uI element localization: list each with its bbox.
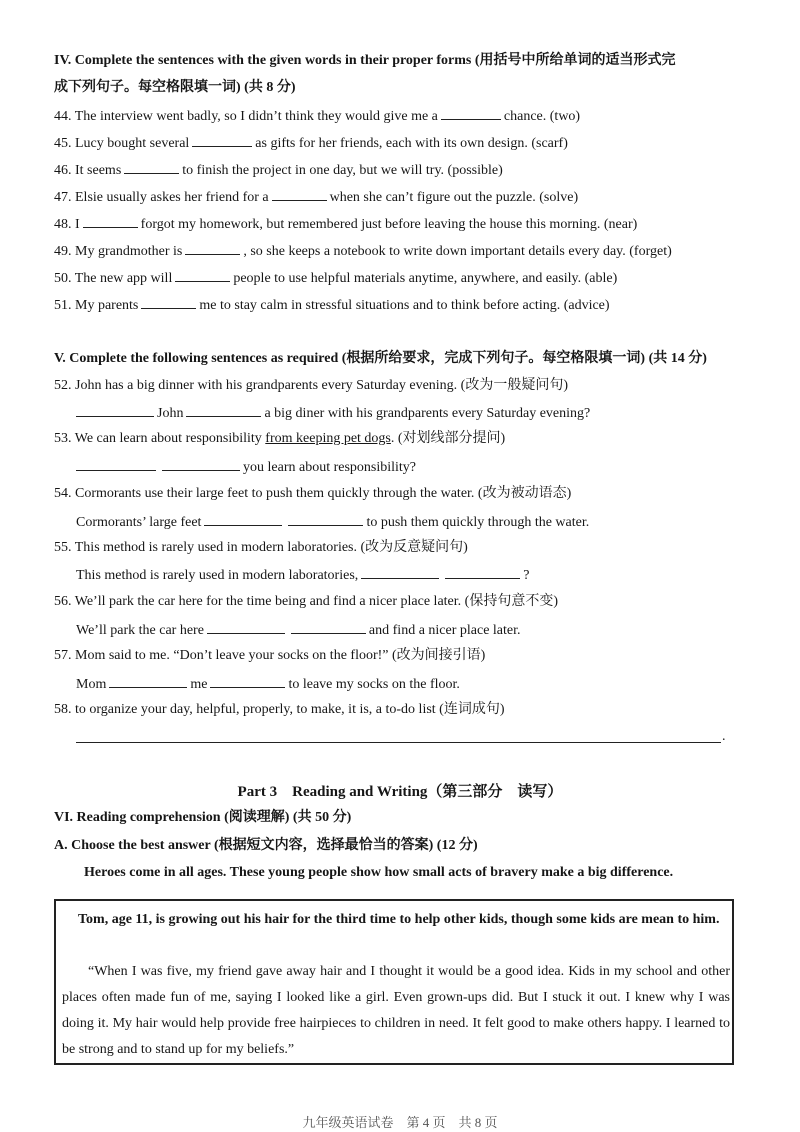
question-57: 57. Mom said to me. “Don’t leave your socks on the floor!” (改为间接引语) (54, 648, 486, 663)
answer-blank[interactable] (445, 565, 520, 579)
question-47 (54, 187, 578, 207)
question-55-answer (76, 565, 529, 585)
q47-text-a: 47. Elsie usually askes her friend for a (54, 190, 269, 205)
answer-blank[interactable] (109, 674, 187, 688)
q58-period: . (722, 729, 726, 744)
question-54-answer (76, 512, 589, 532)
answer-blank[interactable] (204, 512, 282, 526)
question-55: 55. This method is rarely used in modern laboratories. (改为反意疑问句) (54, 540, 468, 555)
q55-answer-text-b: ? (523, 568, 530, 583)
q49-text-b: , so she keeps a notebook to write down important details every day. (forget) (243, 244, 672, 259)
q53-underlined-part: from keeping pet dogs (265, 431, 391, 446)
question-52-answer (76, 403, 590, 423)
passage-box-title: Tom, age 11, is growing out his hair for the third time to help other kids, though some kids are mean to him. (78, 912, 720, 927)
question-54: 54. Cormorants use their large feet to push them quickly through the water. (改为被动语态) (54, 486, 572, 501)
q44-text-a: 44. The interview went badly, so I didn’t think they would give me a (54, 109, 438, 124)
answer-blank[interactable] (288, 512, 363, 526)
passage-box-body: “When I was five, my friend gave away hair and I thought it would be a good idea. Kids in my school and other places often made fun of me, saying I looked like a girl. Even grown-ups did. But I stuck it out. I knew why I was doing it. My hair would help provide free hairpieces to children in need. It felt good to make others happy. I learned to be strong and to stand up for my beliefs.” (62, 964, 730, 1057)
question-44 (54, 106, 580, 126)
q48-text-a: 48. I (54, 217, 80, 232)
q53-text-b: . (对划线部分提问) (390, 431, 506, 446)
answer-blank[interactable] (185, 241, 240, 255)
q55-answer-text-a: This method is rarely used in modern laboratories, (76, 568, 359, 583)
question-45 (54, 133, 568, 153)
q52-answer-text-a: John (157, 406, 184, 421)
answer-blank[interactable] (141, 295, 196, 309)
answer-blank[interactable] (186, 403, 261, 417)
section-a-title: A. Choose the best answer (根据短文内容，选择最恰当的答案) (12 分) (54, 838, 478, 853)
question-58: 58. to organize your day, helpful, properly, to make, it is, a to-do list (连词成句) (54, 702, 505, 717)
q44-text-b: chance. (two) (503, 109, 581, 124)
answer-blank[interactable] (441, 106, 501, 120)
answer-blank[interactable] (76, 403, 154, 417)
q45-text-b: as gifts for her friends, each with its own design. (scarf) (255, 136, 568, 151)
q53-answer-text: you learn about responsibility? (243, 460, 417, 475)
q50-text-b: people to use helpful materials anytime, anywhere, and easily. (able) (233, 271, 618, 286)
q56-answer-text-a: We’ll park the car here (76, 623, 204, 638)
q51-text-b: me to stay calm in stressful situations and to think before acting. (advice) (199, 298, 610, 313)
q46-text-b: to finish the project in one day, but we will try. (possible) (182, 163, 503, 178)
q47-text-b: when she can’t figure out the puzzle. (solve) (329, 190, 579, 205)
q57-answer-text-c: to leave my socks on the floor. (288, 677, 460, 692)
q56-answer-text-b: and find a nicer place later. (368, 623, 521, 638)
question-56-answer (76, 620, 521, 640)
q49-text-a: 49. My grandmother is (54, 244, 183, 259)
answer-blank[interactable] (175, 268, 230, 282)
question-46 (54, 160, 503, 180)
question-53 (54, 430, 505, 448)
answer-blank[interactable] (83, 214, 138, 228)
q57-answer-text-b: me (190, 677, 208, 692)
passage-intro: Heroes come in all ages. These young people show how small acts of bravery make a big difference. (84, 865, 674, 880)
q52-answer-text-b: a big diner with his grandparents every Saturday evening? (264, 406, 591, 421)
q57-answer-text-a: Mom (76, 677, 107, 692)
q46-text-a: 46. It seems (54, 163, 122, 178)
passage-box (54, 899, 734, 1065)
question-50 (54, 268, 617, 288)
q48-text-b: forgot my homework, but remembered just before leaving the house this morning. (near) (140, 217, 638, 232)
question-57-answer (76, 674, 460, 694)
section-v-title: V. Complete the following sentences as required (根据所给要求，完成下列句子。每空格限填一词) (共 14 分) (54, 351, 707, 366)
answer-blank[interactable] (192, 133, 252, 147)
q50-text-a: 50. The new app will (54, 271, 173, 286)
answer-blank[interactable] (361, 565, 439, 579)
q53-text-a: 53. We can learn about responsibility (54, 431, 262, 446)
section-vi-title: VI. Reading comprehension (阅读理解) (共 50 分) (54, 810, 352, 825)
part3-heading: Part 3 Reading and Writing（第三部分 读写） (237, 784, 563, 800)
page-footer: 九年级英语试卷 第 4 页 共 8 页 (302, 1115, 498, 1130)
answer-blank[interactable] (76, 457, 156, 471)
question-49 (54, 241, 672, 261)
answer-blank[interactable] (291, 620, 366, 634)
q58-answer-line[interactable] (76, 742, 721, 743)
q51-text-a: 51. My parents (54, 298, 139, 313)
section-iv-title-line1: IV. Complete the sentences with the given words in their proper forms (用括号中所给单词的适当形式完 (54, 53, 676, 68)
question-52: 52. John has a big dinner with his grandparents every Saturday evening. (改为一般疑问句) (54, 378, 569, 393)
q45-text-a: 45. Lucy bought several (54, 136, 190, 151)
answer-blank[interactable] (210, 674, 285, 688)
question-48 (54, 214, 637, 234)
answer-blank[interactable] (162, 457, 240, 471)
section-iv-title-line2: 成下列句子。每空格限填一词) (共 8 分) (54, 80, 296, 95)
q54-answer-text-b: to push them quickly through the water. (366, 515, 590, 530)
answer-blank[interactable] (124, 160, 179, 174)
q54-answer-text-a: Cormorants’ large feet (76, 515, 202, 530)
question-56: 56. We’ll park the car here for the time being and find a nicer place later. (保持句意不变) (54, 594, 558, 609)
answer-blank[interactable] (207, 620, 285, 634)
question-53-answer (76, 457, 416, 477)
question-51 (54, 295, 610, 315)
answer-blank[interactable] (272, 187, 327, 201)
